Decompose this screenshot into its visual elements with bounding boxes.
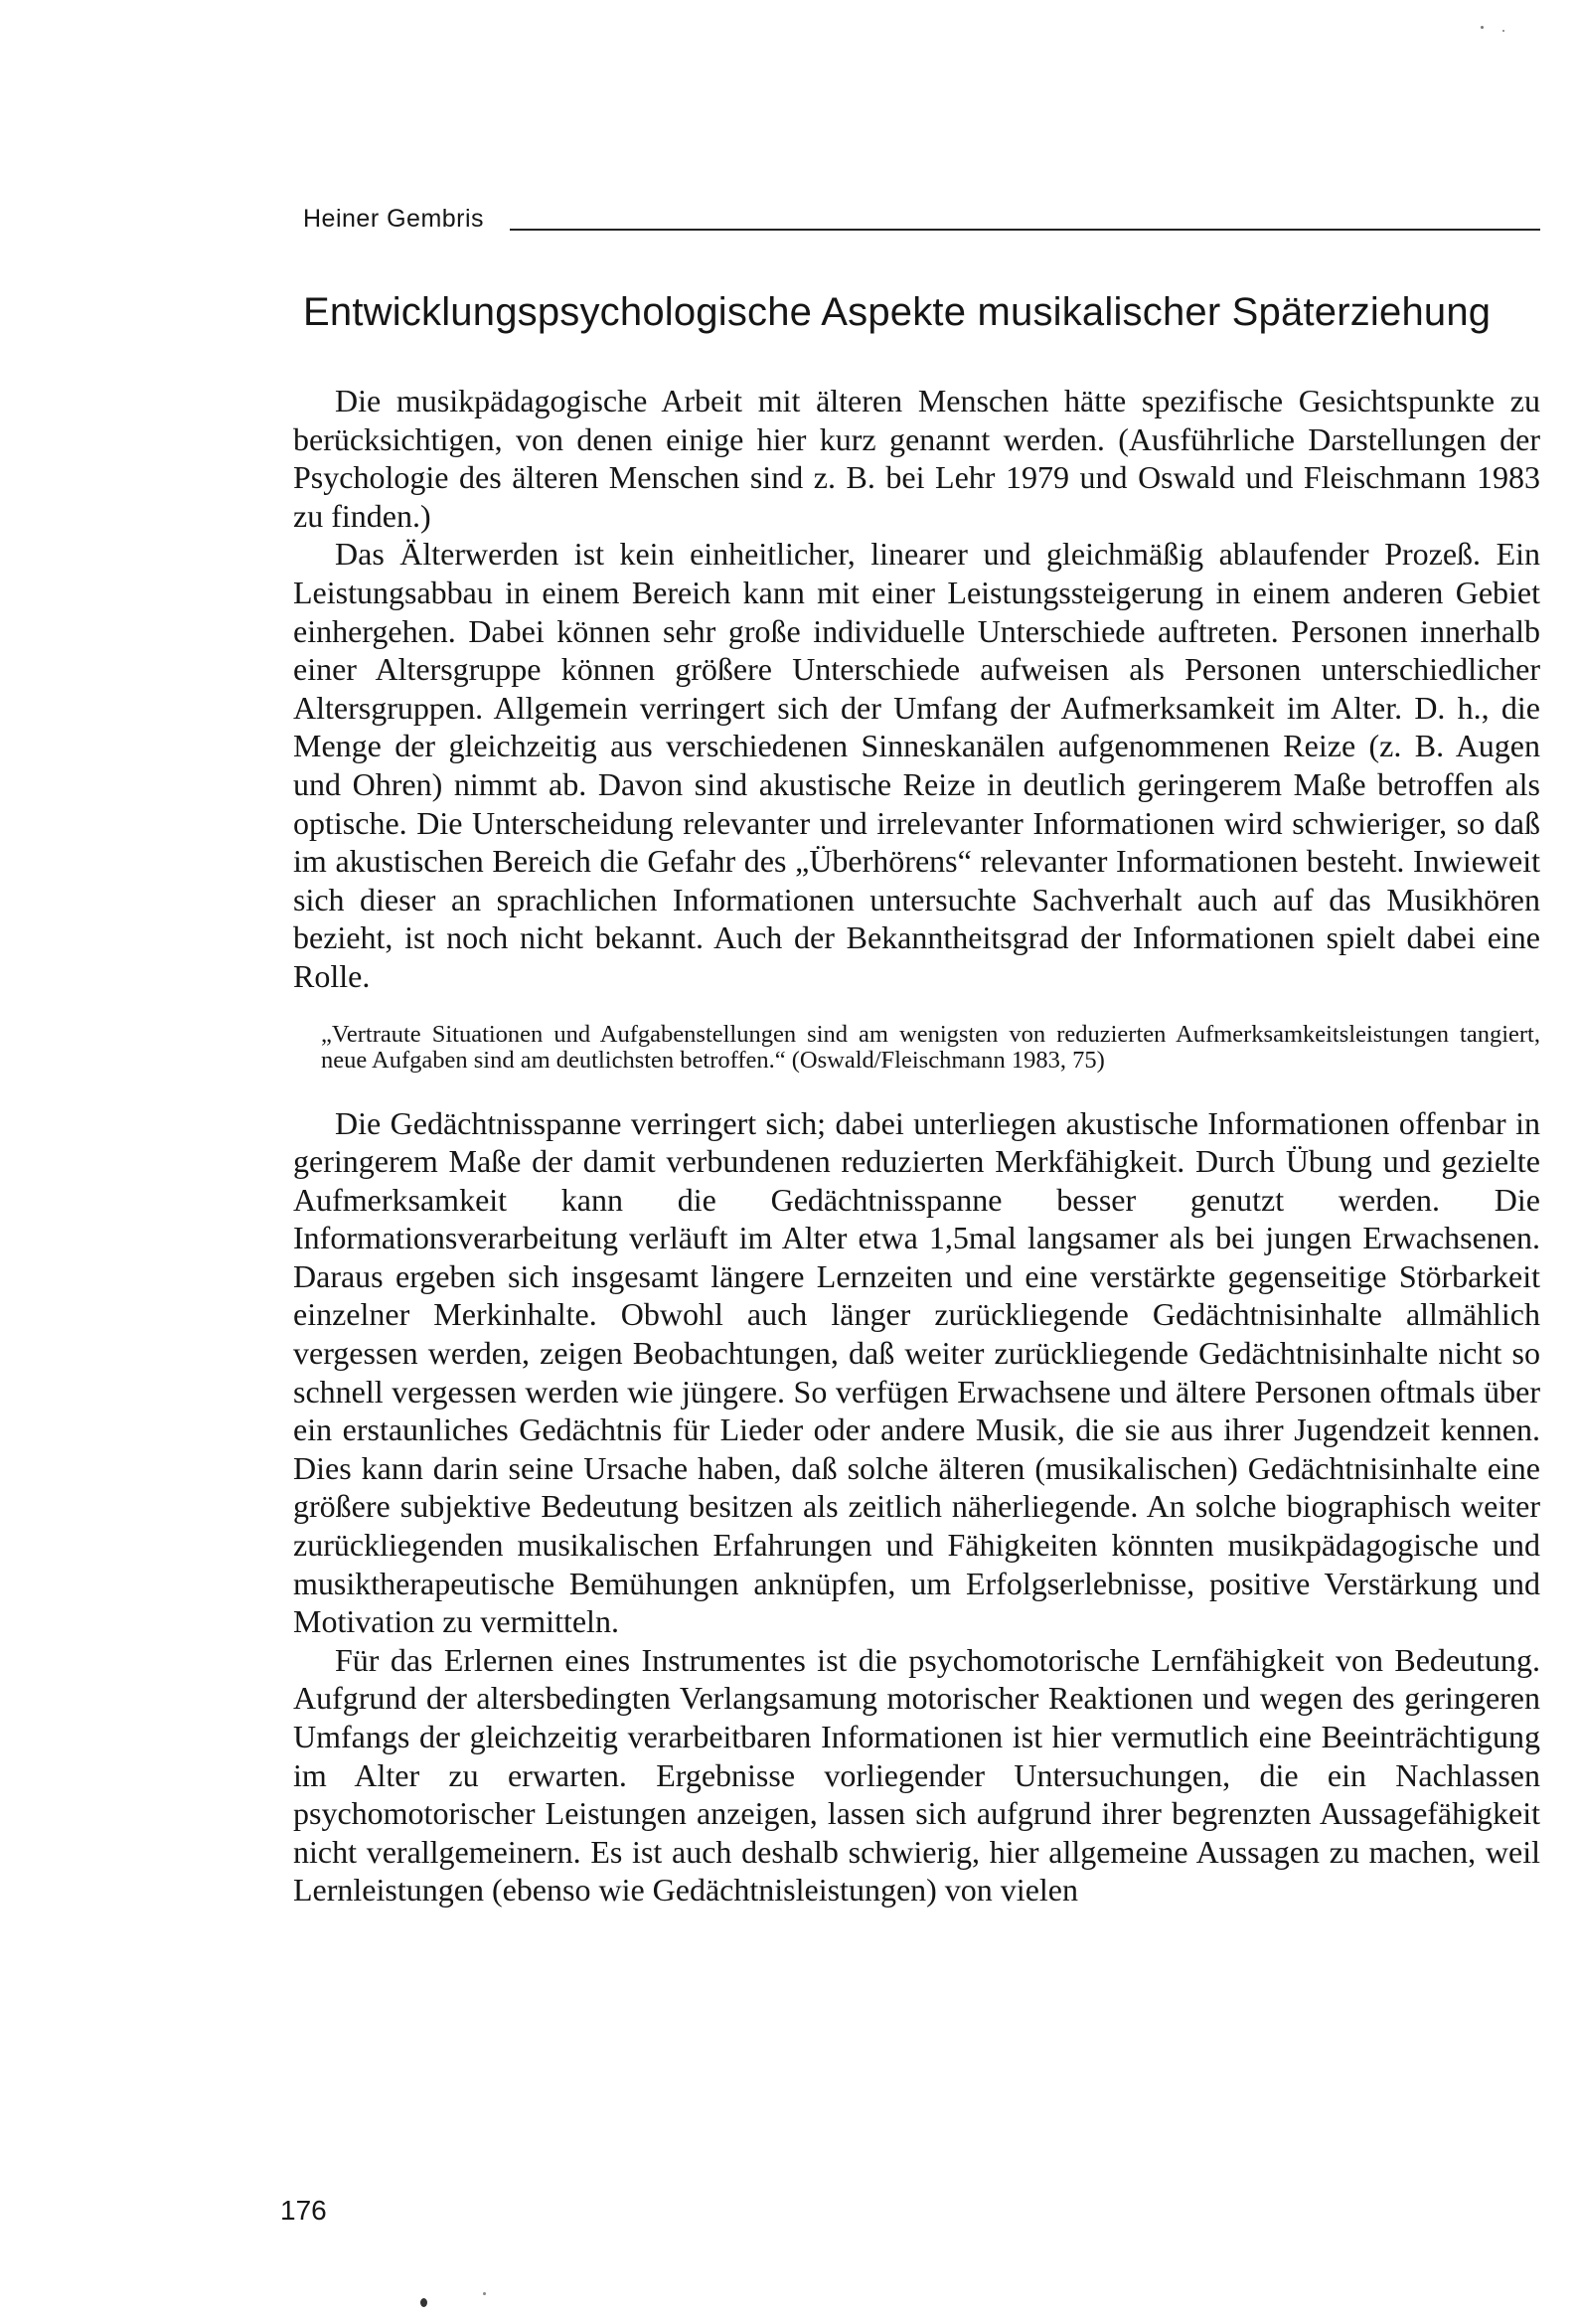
running-head-author: Heiner Gembris bbox=[303, 205, 485, 233]
running-head-rule bbox=[510, 229, 1540, 231]
running-head bbox=[303, 199, 1540, 239]
paragraph-instrument-learning: Für das Erlernen eines Instrumentes ist die psychomotorische Lernfähigkeit von Bedeutung. Aufgrund der altersbedingten Verlangsamung motorischer Reaktionen und wegen des geringeren Umfangs der gleichzeitig verarbeitbaren Informationen ist hier vermutlich eine Beeinträchtigung im Alter zu erwarten. Ergebnisse vorliegender Untersuchungen, die ein Nachlassen psychomotorischer Leistungen anzeigen, lassen sich aufgrund ihrer begrenzten Aussagefähigkeit nicht verallgemeinern. Es ist auch deshalb schwierig, hier allgemeine Aussagen zu machen, weil Lernleistungen (ebenso wie Gedächtnisleistungen) von vielen bbox=[293, 1641, 1540, 1909]
body-text bbox=[293, 382, 1540, 1909]
block-quote: „Vertraute Situationen und Aufgabenstellungen sind am wenigsten von reduzierten Aufmerksamkeitsleistungen tangiert, neue Aufgaben sind am deutlichsten betroffen.“ (Oswald/Fleischmann 1983, 75) bbox=[321, 1020, 1540, 1074]
scan-speck bbox=[1502, 30, 1504, 32]
page-number: 176 bbox=[280, 2195, 327, 2226]
article-title: Entwicklungspsychologische Aspekte musikalischer Späterziehung bbox=[303, 290, 1492, 334]
scan-speck bbox=[483, 2292, 486, 2295]
paragraph-memory-span: Die Gedächtnisspanne verringert sich; dabei unterliegen akustische Informationen offenbar in geringerem Maße der damit verbundenen reduzierten Merkfähigkeit. Durch Übung und gezielte Aufmerksamkeit kann die Gedächtnisspanne besser genutzt werden. Die Informationsverarbeitung verläuft im Alter etwa 1,5mal langsamer als bei jungen Erwachsenen. Daraus ergeben sich insgesamt längere Lernzeiten und eine verstärkte gegenseitige Störbarkeit einzelner Merkinhalte. Obwohl auch länger zurückliegende Gedächtnisinhalte allmählich vergessen werden, zeigen Beobachtungen, daß weiter zurückliegende Gedächtnisinhalte nicht so schnell vergessen werden wie jüngere. So verfügen Erwachsene und ältere Personen oftmals über ein erstaunliches Gedächtnis für Lieder oder andere Musik, die sie aus ihrer Jugendzeit kennen. Dies kann darin seine Ursache haben, daß solche älteren (musikalischen) Gedächtnisinhalte eine größere subjektive Bedeutung besitzen als zeitlich näherliegende. An solche biographisch weiter zurückliegenden musikalischen Erfahrungen und Fähigkeiten könnten musikpädagogische und musiktherapeutische Bemühungen anknüpfen, um Erfolgserlebnisse, positive Verstärkung und Motivation zu vermitteln. bbox=[293, 1104, 1540, 1640]
scan-speck bbox=[1481, 26, 1484, 29]
paragraph-intro: Die musikpädagogische Arbeit mit älteren Menschen hätte spezifische Gesichtspunkte zu berücksichtigen, von denen einige hier kurz genannt werden. (Ausführliche Darstellungen der Psychologie des älteren Menschen sind z. B. bei Lehr 1979 und Oswald und Fleischmann 1983 zu finden.) bbox=[293, 383, 1540, 534]
paragraph-aging-process: Das Älterwerden ist kein einheitlicher, linearer und gleichmäßig ablaufender Prozeß. Ein Leistungsabbau in einem Bereich kann mit einer Leistungssteigerung in einem anderen Gebiet einhergehen. Dabei können sehr große individuelle Unterschiede auftreten. Personen innerhalb einer Altersgruppe können größere Unterschiede aufweisen als Personen unterschiedlicher Altersgruppen. Allgemein verringert sich der Umfang der Aufmerksamkeit im Alter. D. h., die Menge der gleichzeitig aus verschiedenen Sinneskanälen aufgenommenen Reize (z. B. Augen und Ohren) nimmt ab. Davon sind akustische Reize in deutlich geringerem Maße betroffen als optische. Die Unterscheidung relevanter und irrelevanter Informationen wird schwieriger, so daß im akustischen Bereich die Gefahr des „Überhörens“ relevanter Informationen besteht. Inwieweit sich dieser an sprachlichen Informationen untersuchte Sachverhalt auch auf das Musikhören bezieht, ist noch nicht bekannt. Auch der Bekanntheitsgrad der Informationen spielt dabei eine Rolle. bbox=[293, 536, 1540, 994]
scan-speck bbox=[420, 2298, 427, 2307]
